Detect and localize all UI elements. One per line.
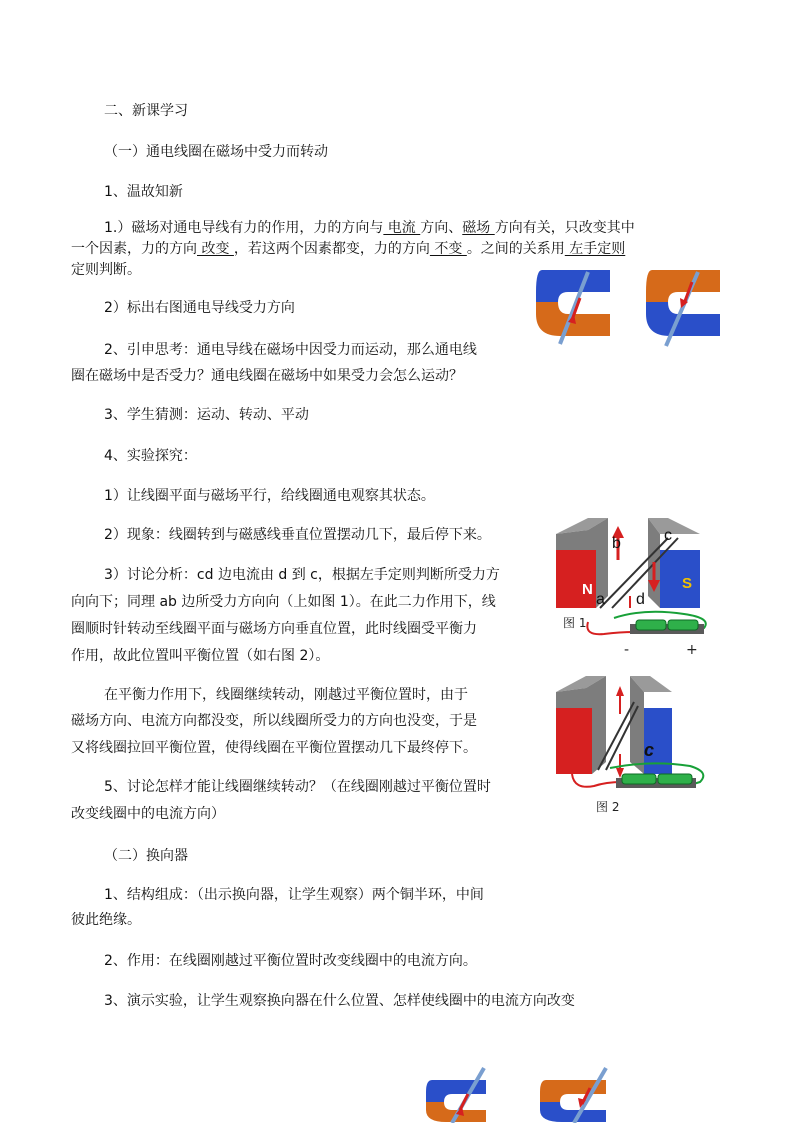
battery-circuit-1: [584, 608, 712, 642]
balance-paragraph-line-3: 又将线圈拉回平衡位置，使得线圈在平衡位置摆动几下最终停下。: [71, 740, 477, 756]
coil-figure-1: [548, 516, 708, 620]
magnet-wire-figure-right: [640, 262, 726, 348]
plus-terminal-label: +: [686, 642, 698, 658]
figure-2-caption: 图 2: [596, 800, 620, 814]
label-n: N: [582, 581, 593, 598]
label-d: d: [636, 591, 645, 608]
experiment-step-1: 1）让线圈平面与磁场平行，给线圈通电观察其状态。: [104, 488, 435, 504]
balance-paragraph-line-2: 磁场方向、电流方向都没变，所以线圈所受力的方向也没变，于是: [71, 713, 477, 729]
magnet-wire-figure-bottom-right: [536, 1064, 616, 1123]
label-c-fig2: c: [644, 740, 655, 760]
commutator-point-2: 2、作用：在线圈刚越过平衡位置时改变线圈中的电流方向。: [104, 953, 477, 969]
experiment-step-3-line-4: 作用，故此位置叫平衡位置（如右图 2）。: [71, 648, 330, 664]
question-4: 4、实验探究：: [104, 448, 197, 464]
commutator-point-3: 3、演示实验，让学生观察换向器在什么位置、怎样使线圈中的电流方向改变: [104, 993, 575, 1009]
question-2-line-1: 2、引申思考：通电导线在磁场中因受力而运动，那么通电线: [104, 342, 477, 358]
question-5-line-2: 改变线圈中的电流方向）: [71, 806, 225, 822]
balance-paragraph-line-1: 在平衡力作用下，线圈继续转动，刚越过平衡位置时，由于: [104, 687, 468, 703]
label-a: a: [596, 591, 605, 608]
minus-terminal-label: -: [624, 642, 630, 658]
paragraph-1-line-2: 一个因素，力的方向 改变 ，若这两个因素都变，力的方向 不变 。之间的关系用 左手定则: [71, 241, 626, 257]
label-c: c: [664, 527, 672, 544]
experiment-step-2: 2）现象：线圈转到与磁感线垂直位置摆动几下，最后停下来。: [104, 527, 491, 543]
paragraph-1-line-3: 定则判断。: [71, 262, 141, 278]
label-b: b: [612, 535, 621, 552]
magnet-wire-figure-bottom-left: [422, 1064, 492, 1123]
paragraph-1-line-1: 1.）磁场对通电导线有力的作用，力的方向与 电流 方向、磁场 方向有关，只改变其中: [104, 220, 635, 236]
subsection-heading-b: （二）换向器: [104, 848, 188, 864]
magnet-wire-figure-left: [530, 262, 616, 348]
experiment-step-3-line-3: 圈顺时针转动至线圈平面与磁场方向垂直位置，此时线圈受平衡力: [71, 621, 477, 637]
experiment-step-3-line-1: 3）讨论分析：cd 边电流由 d 到 c，根据左手定则判断所受力方: [104, 567, 500, 583]
figure-1-caption: 图 1: [563, 616, 587, 630]
paragraph-2: 2）标出右图通电导线受力方向: [104, 300, 295, 316]
section-heading: 二、新课学习: [104, 103, 188, 119]
question-3: 3、学生猜测：运动、转动、平动: [104, 407, 309, 423]
experiment-step-3-line-2: 向向下；同理 ab 边所受力方向向（上如图 1）。在此二力作用下，线: [71, 594, 496, 610]
step-1-heading: 1、温故知新: [104, 184, 183, 200]
battery-circuit-2: [570, 760, 710, 794]
commutator-point-1-line-2: 彼此绝缘。: [71, 912, 141, 928]
question-2-line-2: 圈在磁场中是否受力？通电线圈在磁场中如果受力会怎么运动？: [71, 368, 463, 384]
label-s: S: [682, 575, 693, 592]
commutator-point-1-line-1: 1、结构组成：（出示换向器，让学生观察）两个铜半环，中间: [104, 887, 484, 903]
subsection-heading-a: （一）通电线圈在磁场中受力而转动: [104, 144, 328, 160]
question-5-line-1: 5、讨论怎样才能让线圈继续转动？（在线圈刚越过平衡位置时: [104, 779, 491, 795]
